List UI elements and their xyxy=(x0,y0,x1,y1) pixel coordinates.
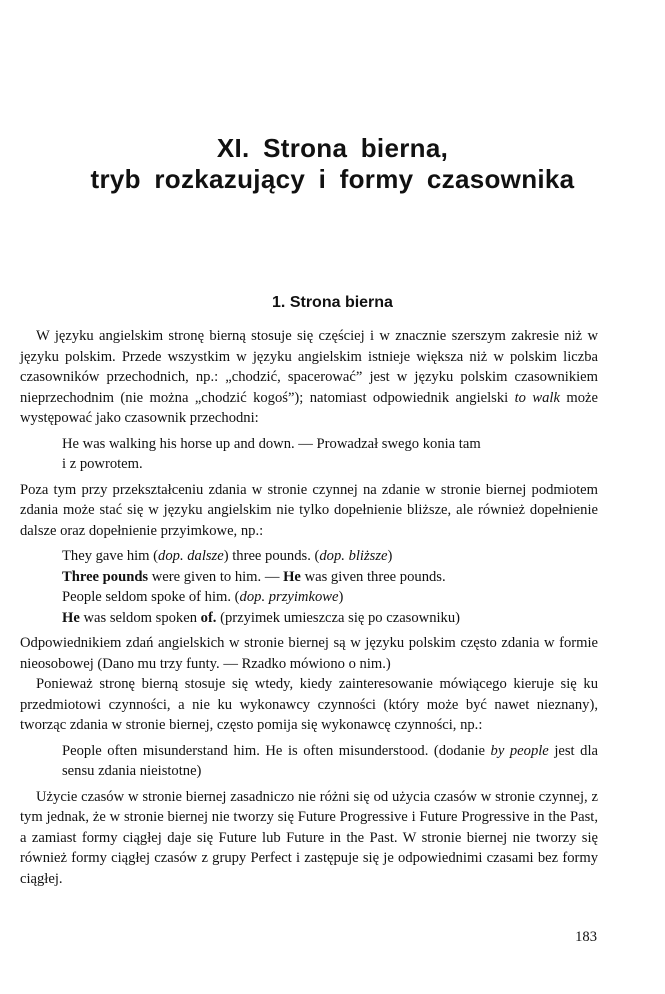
example-3-text: People often misunderstand him. He is often misunderstood. (dodanie xyxy=(62,742,491,759)
paragraph-1-italic: to walk xyxy=(514,389,560,406)
example-2-line-1-b: dop. dalsze xyxy=(158,548,224,564)
section-heading: 1. Strona bierna xyxy=(272,294,393,311)
example-2-line-2 xyxy=(62,567,598,588)
example-2-line-3-b: dop. przyimkowe xyxy=(239,589,339,605)
chapter-title-line-2: tryb rozkazujący i formy czasownika xyxy=(90,164,575,194)
paragraph-5: Użycie czasów w stronie biernej zasadniczo nie różni się od użycia czasów w stronie czynnej, z tym jednak, że w stronie biernej nie tworzy się Future Progressive i Future Progressive in the Past, a zamiast formy ciągłej daje się Future lub Future in the Past. W stronie biernej nie tworzy się również formy ciągłej czasów z grupy Perfect i zastępuje się je odpowiednimi czasami bez formy ciągłej. xyxy=(20,788,598,887)
example-2-line-1-a: They gave him ( xyxy=(62,548,159,564)
chapter-title xyxy=(0,133,665,195)
page-number: 183 xyxy=(575,929,597,945)
example-2-line-1-c: ) three pounds. ( xyxy=(223,548,320,564)
example-2-line-4-end: (przyimek umieszcza się po czasowniku) xyxy=(216,609,460,626)
paragraph-2: Poza tym przy przekształceniu zdania w stronie czynnej na zdanie w stronie biernej podmiotem zdania może stać się w języku angielskim nie tylko dopełnienie bliższe, ale również dopełnienie dalsze oraz dopełnienie przyimkowe, np.: xyxy=(20,481,598,539)
example-2-line-4-bold-2: of. xyxy=(200,609,217,626)
example-2-line-2-bold-2: He xyxy=(283,568,301,585)
example-2-line-1-e: ) xyxy=(387,548,393,564)
example-block-1 xyxy=(62,434,598,475)
chapter-title-line-1: XI. Strona bierna, xyxy=(216,133,449,163)
example-2-line-2-bold-1: Three pounds xyxy=(62,568,149,585)
example-2-line-3 xyxy=(62,587,598,608)
example-2-line-1-d: dop. bliższe xyxy=(319,548,388,564)
paragraph-1-text: W języku angielskim stronę bierną stosuje się częściej i w znacznie szerszym zakresie niż w języku polskim. Przede wszystkim w języku angielskim istnieje większa niż w polskim liczba czasowników przechodnich, np.: „chodzić, spacerować” jest w języku polskim czasownikiem nieprzechodnim (nie można „chodzić kogoś”); natomiast odpowiednik angielski xyxy=(20,328,598,406)
example-2-line-2-end: was given three pounds. xyxy=(300,568,446,585)
example-2-line-4 xyxy=(62,608,598,629)
example-2-line-3-c: ) xyxy=(338,589,344,605)
paragraph-1-text-end: może występować jako czasownik przechodni: xyxy=(20,389,598,426)
example-block-3 xyxy=(62,741,598,782)
example-block-2 xyxy=(62,546,598,628)
example-2-line-1 xyxy=(62,546,598,567)
example-2-line-3-a: People seldom spoke of him. ( xyxy=(62,589,240,605)
page-body xyxy=(20,326,598,889)
paragraph-3: Odpowiednikiem zdań angielskich w stronie biernej są w języku polskim często zdania w formie nieosobowej (Dano mu trzy funty. — Rzadko mówiono o nim.) xyxy=(20,635,598,672)
paragraph-1 xyxy=(20,326,598,429)
example-3-italic: by people xyxy=(490,742,549,759)
example-3-text-end: jest dla sensu zdania nieistotne) xyxy=(62,742,598,779)
example-2-line-4-bold-1: He xyxy=(62,609,80,626)
paragraph-4: Ponieważ stronę bierną stosuje się wtedy, kiedy zainteresowanie mówiącego kieruje się ku przedmiotowi czynności, a nie ku wykonawcy czynności (który może być nawet nieznany), tworząc zdania w stronie biernej, często pomija się wykonawcę czynności, np.: xyxy=(20,676,598,733)
example-2-line-4-mid: was seldom spoken xyxy=(79,609,201,626)
example-2-line-2-mid: were given to him. — xyxy=(148,568,284,585)
example-1-line-1: He was walking his horse up and down. — Prowadzał swego konia tam xyxy=(62,435,481,452)
example-1-line-2: i z powrotem. xyxy=(62,456,143,472)
